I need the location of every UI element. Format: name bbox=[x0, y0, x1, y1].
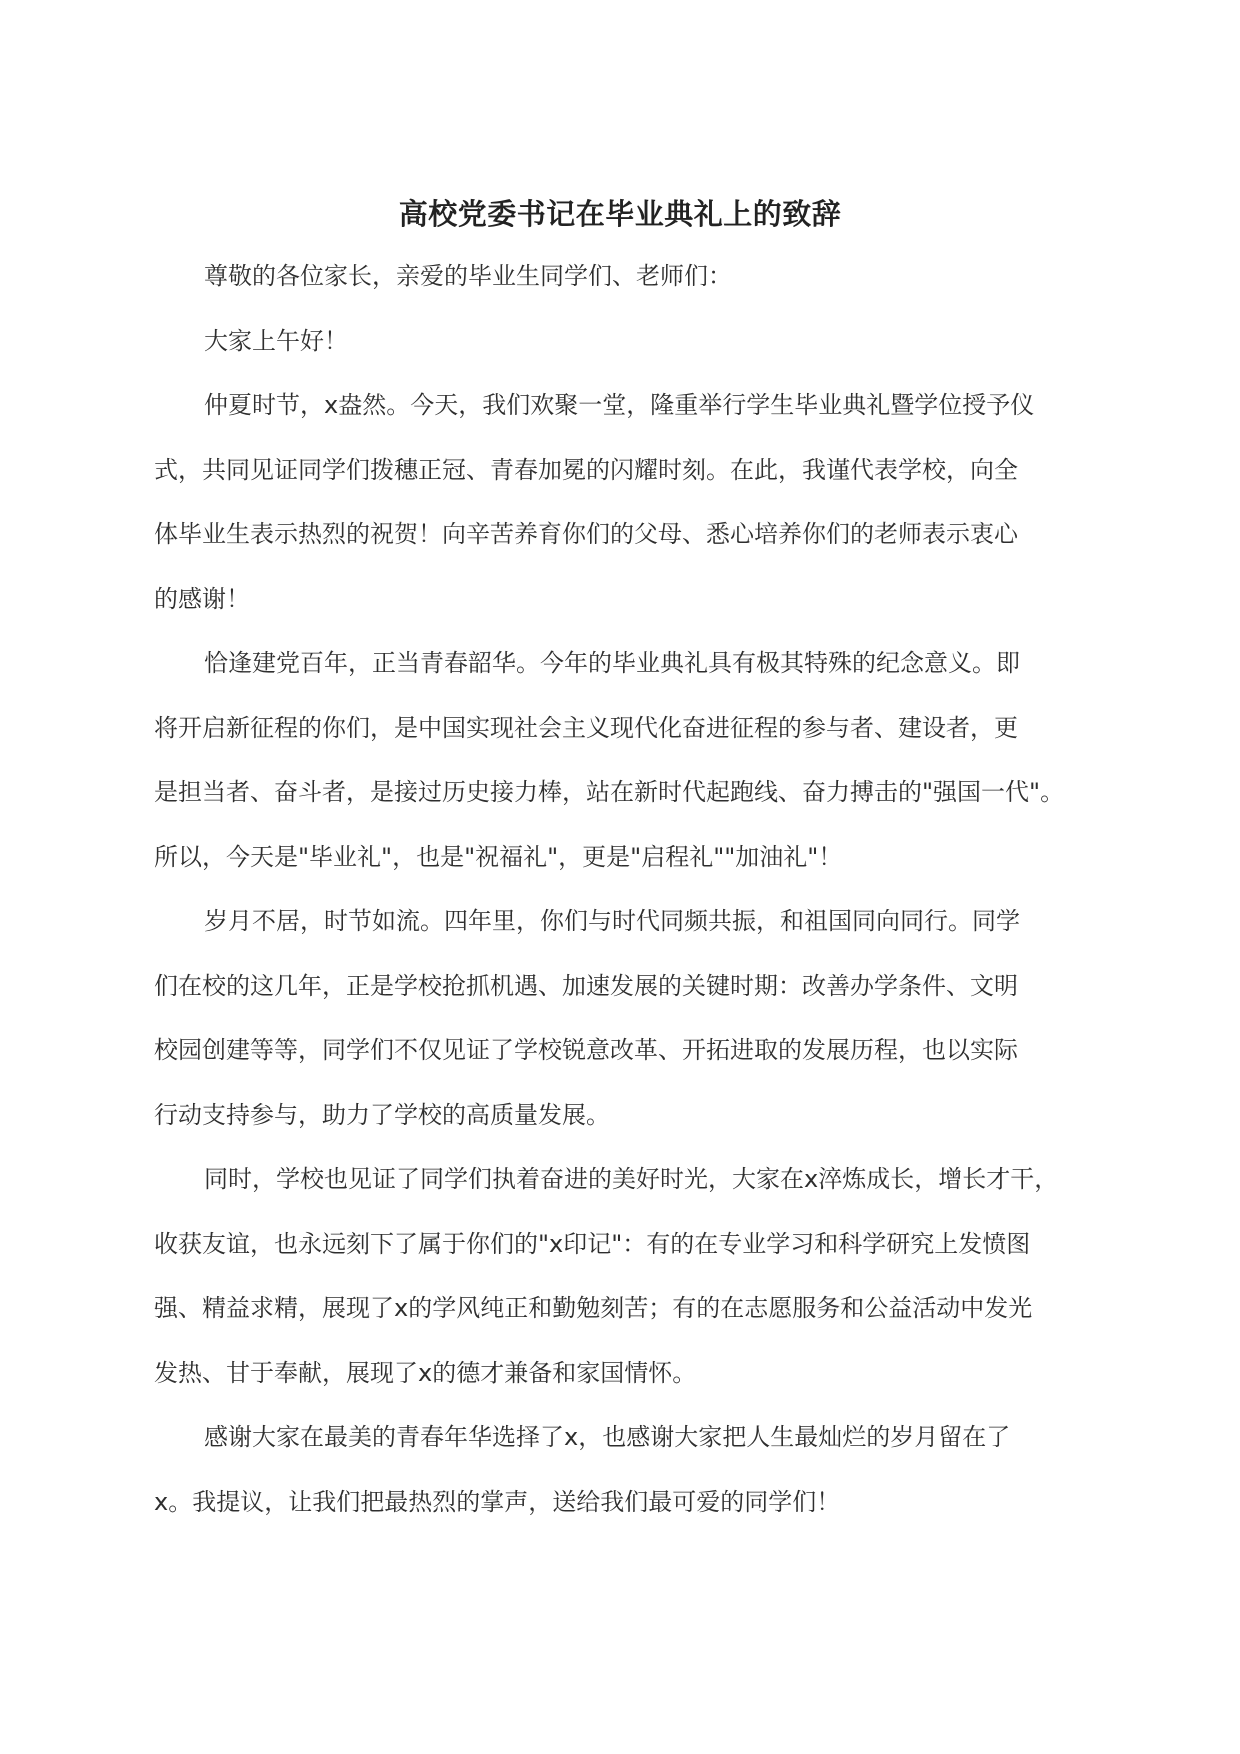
paragraph-line: 的感谢！ bbox=[154, 585, 250, 613]
paragraph-line: 校园创建等等，同学们不仅见证了学校锐意改革、开拓进取的发展历程，也以实际 bbox=[154, 1036, 1018, 1064]
paragraph-line: 体毕业生表示热烈的祝贺！向辛苦养育你们的父母、悉心培养你们的老师表示衷心 bbox=[154, 520, 1018, 548]
paragraph-line: 发热、甘于奉献，展现了x的德才兼备和家国情怀。 bbox=[154, 1359, 697, 1387]
paragraph-line: 同时，学校也见证了同学们执着奋进的美好时光，大家在x淬炼成长，增长才干， bbox=[204, 1165, 1059, 1193]
paragraph-line: 将开启新征程的你们，是中国实现社会主义现代化奋进征程的参与者、建设者，更 bbox=[154, 714, 1018, 742]
document-title: 高校党委书记在毕业典礼上的致辞 bbox=[398, 197, 842, 231]
paragraph-line: 岁月不居，时节如流。四年里，你们与时代同频共振，和祖国同向同行。同学 bbox=[204, 907, 1020, 935]
paragraph-line: 是担当者、奋斗者，是接过历史接力棒，站在新时代起跑线、奋力搏击的"强国一代"。 bbox=[154, 778, 1065, 806]
paragraph-line: 强、精益求精，展现了x的学风纯正和勤勉刻苦；有的在志愿服务和公益活动中发光 bbox=[154, 1294, 1033, 1322]
paragraph-line: 们在校的这几年，正是学校抢抓机遇、加速发展的关键时期：改善办学条件、文明 bbox=[154, 972, 1018, 1000]
paragraph-line: 恰逢建党百年，正当青春韶华。今年的毕业典礼具有极其特殊的纪念意义。即 bbox=[204, 649, 1020, 677]
paragraph-line: 所以，今天是"毕业礼"，也是"祝福礼"，更是"启程礼""加油礼"！ bbox=[154, 843, 843, 871]
paragraph-line: 感谢大家在最美的青春年华选择了x，也感谢大家把人生最灿烂的岁月留在了 bbox=[204, 1423, 1011, 1451]
salutation-line: 尊敬的各位家长，亲爱的毕业生同学们、老师们： bbox=[204, 262, 732, 290]
paragraph-line: 仲夏时节，x盎然。今天，我们欢聚一堂，隆重举行学生毕业典礼暨学位授予仪 bbox=[204, 391, 1035, 419]
paragraph-line: 行动支持参与，助力了学校的高质量发展。 bbox=[154, 1101, 610, 1129]
paragraph-line: 收获友谊，也永远刻下了属于你们的"x印记"：有的在专业学习和科学研究上发愤图 bbox=[154, 1230, 1031, 1258]
paragraph-line: 式，共同见证同学们拨穗正冠、青春加冕的闪耀时刻。在此，我谨代表学校，向全 bbox=[154, 456, 1018, 484]
greeting-line: 大家上午好！ bbox=[204, 327, 348, 355]
paragraph-line: x。我提议，让我们把最热烈的掌声，送给我们最可爱的同学们！ bbox=[154, 1488, 841, 1516]
